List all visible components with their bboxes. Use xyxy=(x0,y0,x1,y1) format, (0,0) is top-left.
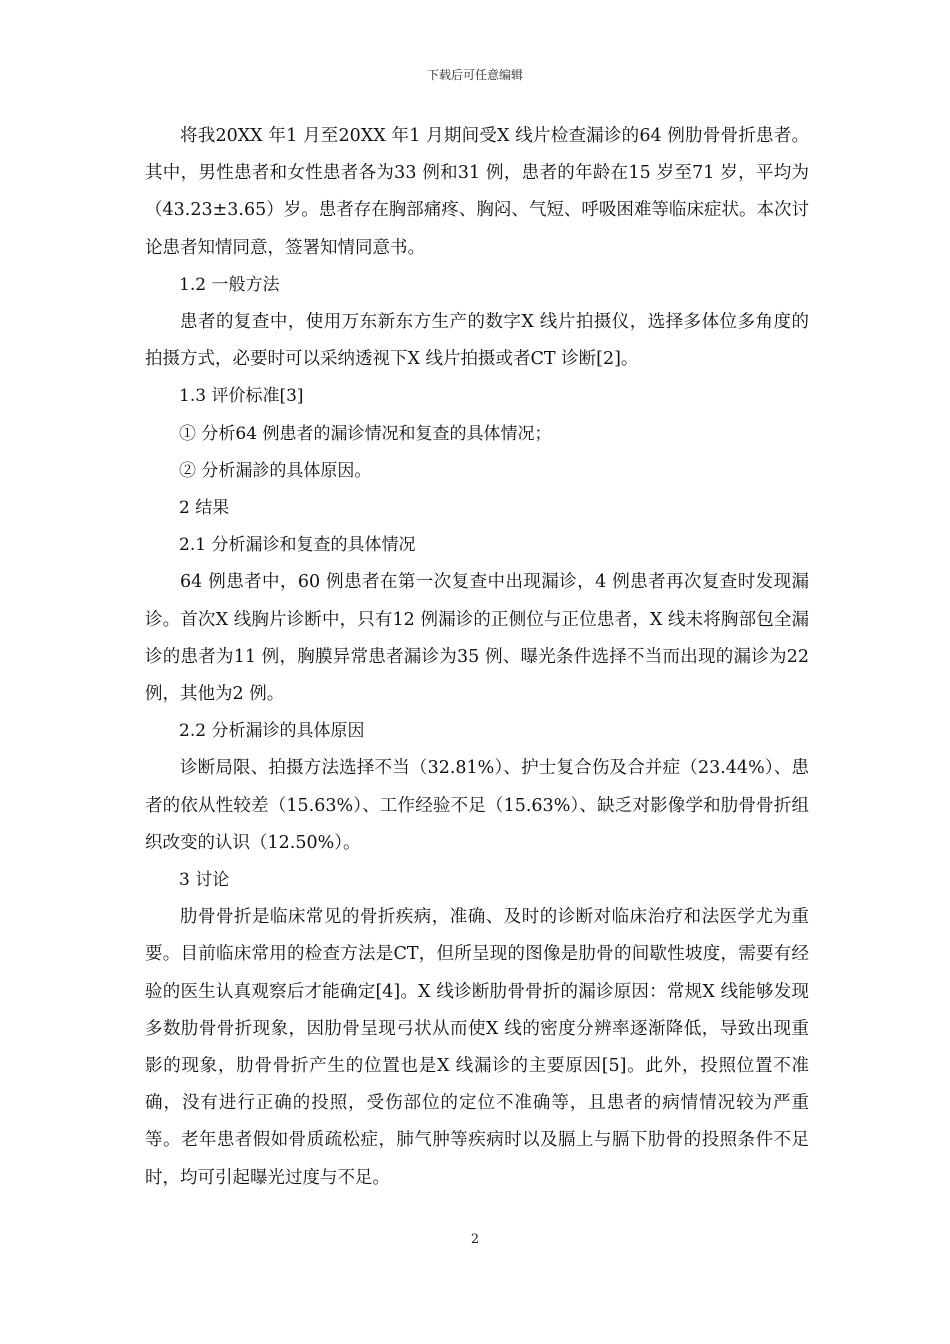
criteria-item-1: ① 分析64 例患者的漏诊情况和复查的具体情况； xyxy=(179,423,552,444)
heading-2: 2 结果 xyxy=(179,498,230,519)
paragraph-patients: 将我20XX 年1 月至20XX 年1 月期间受X 线片检查漏诊的64 例肋骨骨折患者。其中，男性患者和女性患者各为33 例和31 例，患者的年龄在15 岁至71 岁，平均为（43.23±3.65）岁。患者存在胸部痛疼、胸闷、气短、呼吸困难等临床症状。本次讨论患者知情同意，签署知情同意书。 xyxy=(145,126,809,258)
heading-1-2: 1.2 一般方法 xyxy=(179,274,280,295)
paragraph-discussion: 肋骨骨折是临床常见的骨折疾病，准确、及时的诊断对临床治疗和法医学尤为重要。目前临床常用的检查方法是CT，但所呈现的图像是肋骨的间歇性坡度，需要有经验的医生认真观察后才能确定[4]。X 线诊断肋骨骨折的漏诊原因：常规X 线能够发现多数肋骨骨折现象，因肋骨呈现弓状从而使X 线的密度分辨率逐渐降低，导致出现重影的现象，肋骨骨折产生的位置也是X 线漏诊的主要原因[5]。此外，投照位置不准确，没有进行正确的投照，受伤部位的定位不准确等，且患者的病情情况较为严重等。老年患者假如骨质疏松症，肺气肿等疾病时以及膈上与膈下肋骨的投照条件不足时，均可引起曝光过度与不足。 xyxy=(145,907,809,1188)
paragraph-method: 患者的复查中，使用万东新东方生产的数字X 线片拍摄仪，选择多体位多角度的拍摄方式，必要时可以采纳透视下X 线片拍摄或者CT 诊断[2]。 xyxy=(145,312,809,370)
heading-1-3: 1.3 评价标准[3] xyxy=(179,386,304,407)
page-number: 2 xyxy=(470,1232,480,1247)
heading-2-1: 2.1 分析漏诊和复查的具体情况 xyxy=(179,535,416,556)
paragraph-causes: 诊断局限、拍摄方法选择不当（32.81%）、护士复合伤及合并症（23.44%）、患者的依从性较差（15.63%）、工作经验不足（15.63%）、缺乏对影像学和肋骨骨折组织改变的认识（12.50%）。 xyxy=(145,758,809,853)
paragraph-results: 64 例患者中，60 例患者在第一次复查中出现漏诊，4 例患者再次复查时发现漏诊。首次X 线胸片诊断中，只有12 例漏诊的正侧位与正位患者，X 线未将胸部包全漏诊的患者为11 例，胸膜异常患者漏诊为35 例、曝光条件选择不当而出现的漏诊为22 例，其他为2 例。 xyxy=(145,572,809,705)
page-header: 下载后可任意编辑 xyxy=(426,68,523,82)
heading-2-2: 2.2 分析漏诊的具体原因 xyxy=(179,721,365,742)
document-body xyxy=(145,118,809,1197)
heading-3: 3 讨论 xyxy=(179,870,230,891)
criteria-item-2: ② 分析漏診的具体原因。 xyxy=(179,460,372,481)
